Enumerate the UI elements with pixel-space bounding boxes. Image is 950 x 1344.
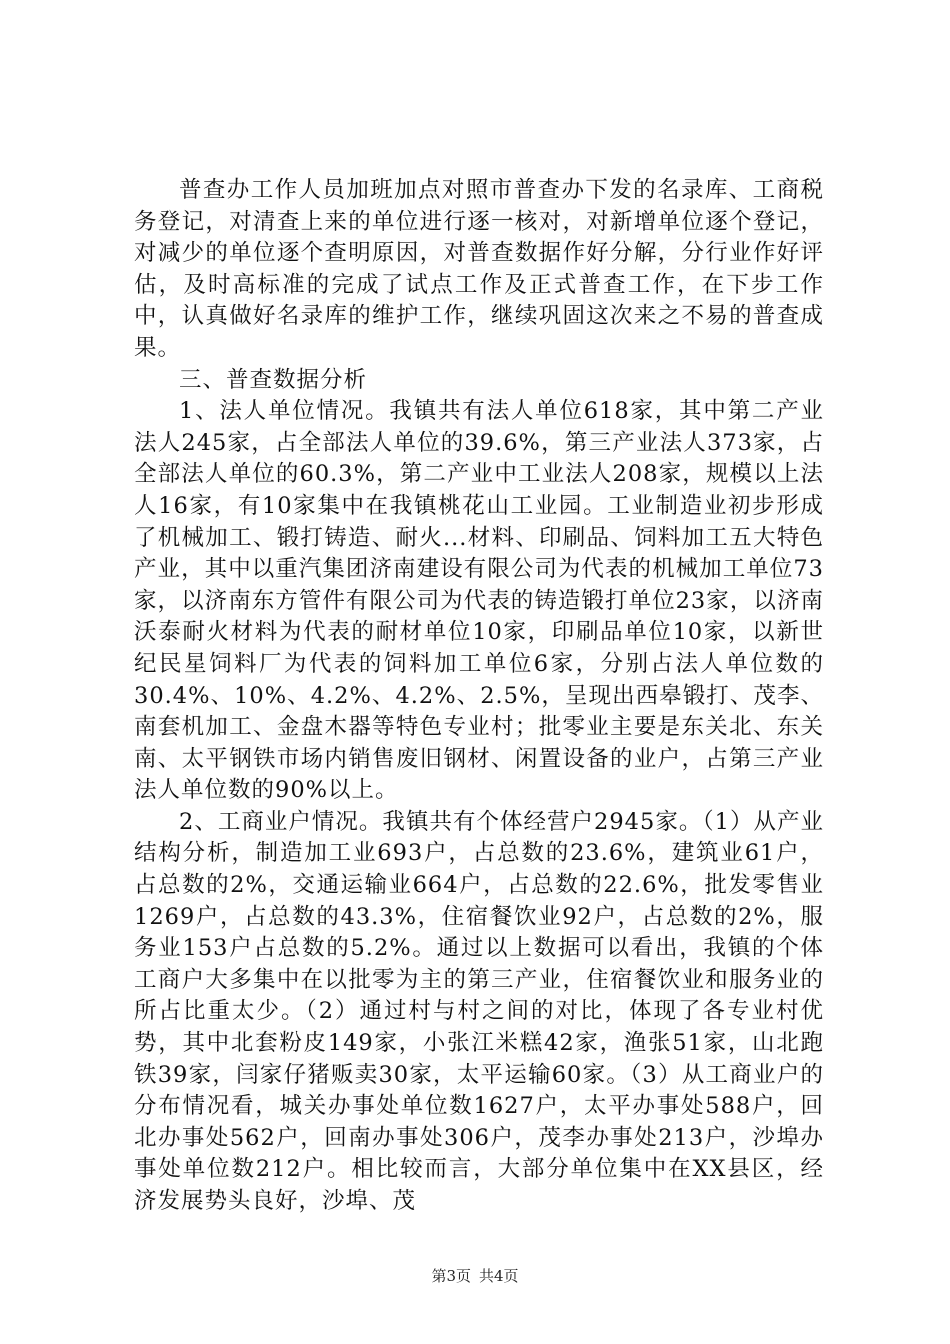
page-total: 共4页 bbox=[479, 1267, 519, 1285]
section-heading-data-analysis: 三、普查数据分析 bbox=[179, 366, 368, 393]
paragraph-legal-entities: 1、法人单位情况。我镇共有法人单位618家，其中第二产业法人245家，占全部法人单位的39.6%，第三产业法人373家，占全部法人单位的60.3%，第二产业中工业法人208家，规模以上法人16家，有10家集中在我镇桃花山工业园。工业制造业初步形成了机械加工、锻打铸造、耐火...材料、印刷品、饲料加工五大特色产业，其中以重汽集团济南建设有限公司为代表的机械加工单位73家，以济南东方管件有限公司为代表的铸造锻打单位23家，以济南沃泰耐火材料为代表的耐材单位10家，印刷品单位10家，以新世纪民星饲料厂为代表的饲料加工单位6家，分别占法人单位数的30.4%、10%、4.2%、4.2%、2.5%，呈现出西皋锻打、茂李、南套机加工、金盘木器等特色专业村；批零业主要是东关北、东关南、太平钢铁市场内销售废旧钢材、闲置设备的业户，占第三产业法人单位数的90%以上。 bbox=[134, 398, 824, 804]
paragraph-survey-work: 普查办工作人员加班加点对照市普查办下发的名录库、工商税务登记，对清查上来的单位进行逐一核对，对新增单位逐个登记，对减少的单位逐个查明原因，对普查数据作好分解，分行业作好评估，及时高标准的完成了试点工作及正式普查工作，在下步工作中，认真做好名录库的维护工作，继续巩固这次来之不易的普查成果。 bbox=[134, 177, 824, 361]
page-number: 第3页 bbox=[431, 1267, 471, 1285]
paragraph-business-households: 2、工商业户情况。我镇共有个体经营户2945家。（1）从产业结构分析，制造加工业693户，占总数的23.6%，建筑业61户，占总数的2%，交通运输业664户，占总数的22.6%，批发零售业1269户，占总数的43.3%，住宿餐饮业92户，占总数的2%，服务业153户占总数的5.2%。通过以上数据可以看出，我镇的个体工商户大多集中在以批零为主的第三产业，住宿餐饮业和服务业的所占比重太少。（2）通过村与村之间的对比，体现了各专业村优势，其中北套粉皮149家，小张江米糕42家，渔张51家，山北跑铁39家，闫家仔猪贩卖30家，太平运输60家。（3）从工商业户的分布情况看，城关办事处单位数1627户，太平办事处588户，回北办事处562户，回南办事处306户，茂李办事处213户，沙埠办事处单位数212户。相比较而言，大部分单位集中在XX县区，经济发展势头良好，沙埠、茂 bbox=[134, 808, 824, 1214]
document-body bbox=[134, 175, 824, 1218]
page-footer bbox=[0, 1266, 950, 1286]
